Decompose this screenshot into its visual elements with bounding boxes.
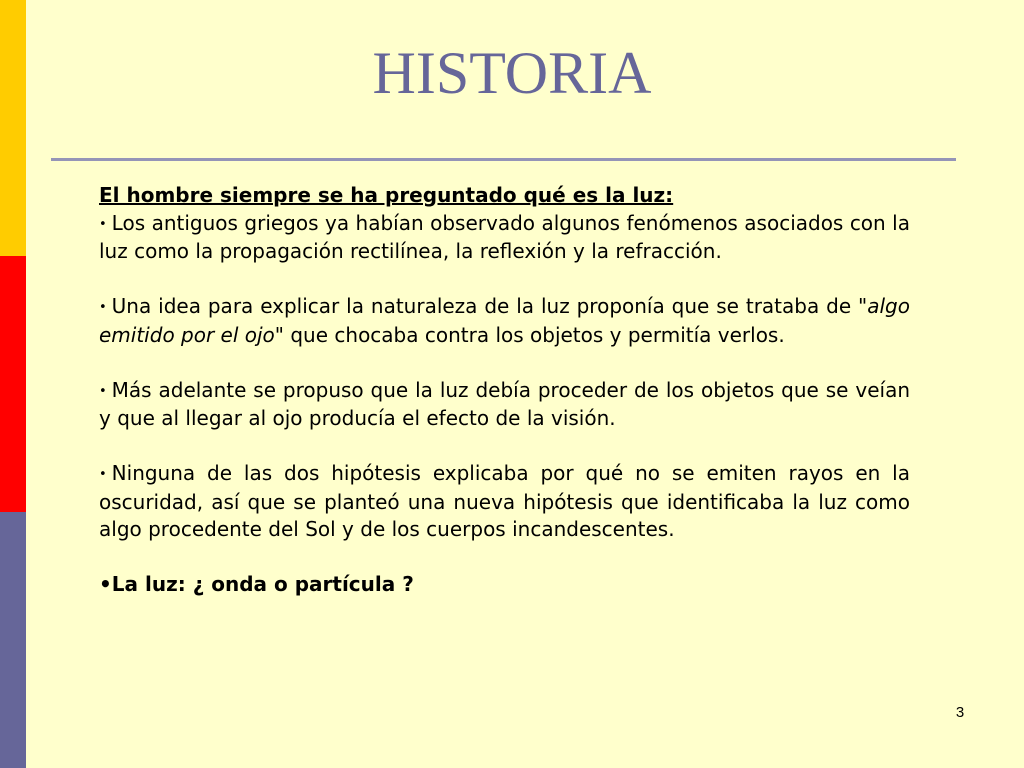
bullet-icon: •: [99, 383, 107, 399]
body-heading: El hombre siempre se ha preguntado qué es la luz:: [99, 183, 674, 207]
bullet-icon: •: [99, 467, 107, 482]
side-bar-red-segment: [0, 256, 26, 512]
final-question: [99, 571, 910, 599]
paragraph-objects: [99, 377, 910, 433]
paragraph-eye-emission: [99, 293, 910, 349]
paragraph-greeks: [99, 210, 910, 266]
paragraph-hypotheses: [99, 460, 910, 544]
bullet-icon: •: [99, 216, 107, 232]
paragraph-text: Una idea para explicar la naturaleza de la luz proponía que se trataba de: [111, 294, 859, 318]
side-bar-purple-segment: [0, 512, 26, 768]
slide-title: HISTORIA: [372, 40, 652, 106]
paragraph-text: Ninguna de las dos hipótesis explicaba por qué no se emiten rayos en la oscuridad, así que se planteó una nueva hipótesis que identificaba la luz como algo procedente del Sol y de los cuerpos incandescentes.: [99, 461, 910, 541]
paragraph-text: Más adelante se propuso que la luz debía proceder de los objetos que se veían y que al llegar al ojo producía el efecto de la visión.: [99, 377, 910, 430]
slide-body: [99, 182, 910, 599]
paragraph-text: Los antiguos griegos ya habían observado algunos fenómenos asociados con la luz como la propagación rectilínea, la reflexión y la refracción.: [99, 210, 910, 263]
paragraph-text-continued: que chocaba contra los objetos y permitía verlos.: [284, 322, 785, 347]
side-color-bar: [0, 0, 26, 768]
bullet-icon: •: [99, 572, 112, 596]
bullet-icon: •: [99, 300, 107, 315]
final-question-text: La luz: ¿ onda o partícula ?: [111, 572, 414, 596]
paragraph-emphasis: "algo emitido por el ojo": [99, 294, 910, 347]
title-divider: [51, 158, 956, 161]
slide-number: 3: [955, 704, 965, 721]
